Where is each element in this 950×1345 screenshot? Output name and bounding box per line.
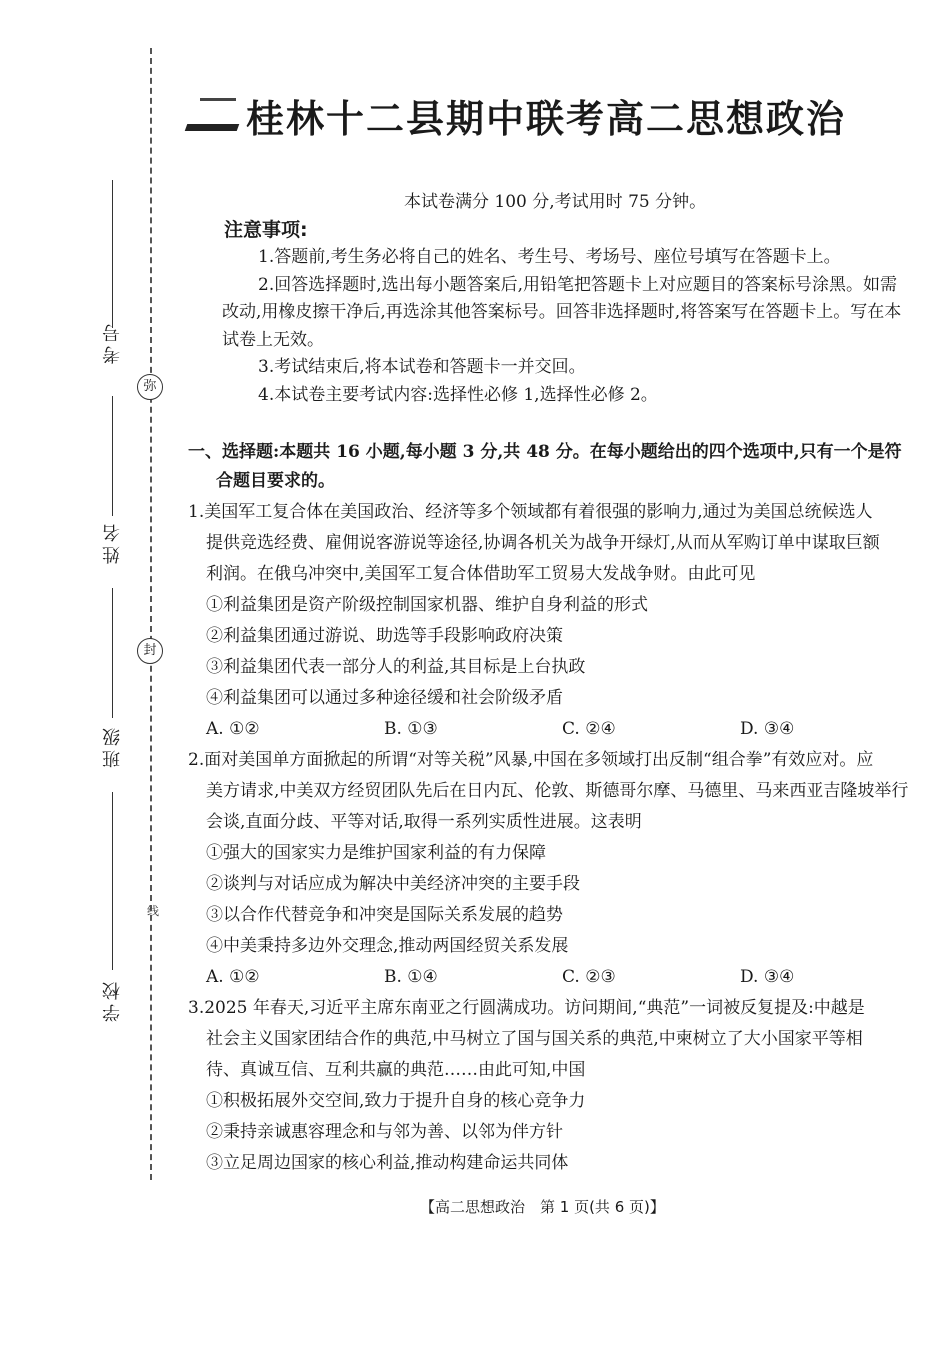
- note-item: 3.考试结束后,将本试卷和答题卡一并交回。: [258, 357, 586, 377]
- choice-a: A. ①②: [206, 967, 260, 987]
- stem-line: 利润。在俄乌冲突中,美国军工复合体借助军工贸易大发战争财。由此可见: [206, 564, 756, 584]
- seal-feng: 封: [137, 638, 163, 664]
- statement-option: ④中美秉持多边外交理念,推动两国经贸关系发展: [206, 936, 569, 956]
- question-2: [188, 745, 923, 993]
- statement-option: ①强大的国家实力是维护国家利益的有力保障: [206, 843, 546, 863]
- choice-a: A. ①②: [206, 719, 260, 739]
- stem-line: 美方请求,中美双方经贸团队先后在日内瓦、伦敦、斯德哥尔摩、马德里、马来西亚吉隆坡举行: [206, 781, 909, 801]
- question-stem: [188, 993, 923, 1086]
- statement-option: ①利益集团是资产阶级控制国家机器、维护自身利益的形式: [206, 595, 648, 615]
- notes-list: [222, 244, 902, 409]
- exam-number-label: 考号: [102, 320, 123, 364]
- note-item: 1.答题前,考生务必将自己的姓名、考生号、考场号、座位号填写在答题卡上。: [258, 247, 841, 267]
- seal-xian: 线: [147, 904, 160, 918]
- stem-line: 提供竞选经费、雇佣说客游说等途径,协调各机关为战争开绿灯,从而从军购订单中谋取巨额: [206, 533, 880, 553]
- note-item: 4.本试卷主要考试内容:选择性必修 1,选择性必修 2。: [258, 384, 658, 405]
- choice-d: D. ③④: [740, 719, 795, 739]
- stem-line: 3.2025 年春天,习近平主席东南亚之行圆满成功。访问期间,“典范”一词被反复提及:中越是: [188, 998, 865, 1018]
- question-list: [188, 497, 923, 1179]
- statement-option: ②谈判与对话应成为解决中美经济冲突的主要手段: [206, 874, 580, 894]
- statement-option: ③利益集团代表一部分人的利益,其目标是上台执政: [206, 657, 586, 677]
- statement-option: ③以合作代替竞争和冲突是国际关系发展的趋势: [206, 905, 563, 925]
- name-label: 姓名: [102, 520, 123, 564]
- stem-line: 待、真诚互信、互利共赢的典范……由此可知,中国: [206, 1060, 586, 1080]
- statement-option: ②秉持亲诚惠容理念和与邻为善、以邻为伴方针: [206, 1122, 563, 1142]
- class-field: [84, 588, 124, 778]
- question-3: [188, 993, 923, 1179]
- title-smudge: [200, 98, 236, 101]
- notes-heading: 注意事项:: [224, 219, 308, 241]
- choice-c: C. ②③: [562, 967, 616, 987]
- page-footer: 【高二思想政治 第 1 页(共 6 页)】: [420, 1198, 665, 1216]
- statement-option: ①积极拓展外交空间,致力于提升自身的核心竞争力: [206, 1091, 586, 1111]
- title-scribble: [185, 124, 240, 131]
- question-1: [188, 497, 923, 745]
- seal-mi: 弥: [137, 374, 163, 400]
- school-label: 学校: [102, 978, 123, 1022]
- question-stem: [188, 745, 923, 838]
- school-field: [84, 792, 124, 1032]
- stem-line: 1.美国军工复合体在美国政治、经济等多个领域都有着很强的影响力,通过为美国总统候选人: [188, 502, 873, 522]
- question-stem: [188, 497, 923, 590]
- section-heading-line: 一、选择题:本题共 16 小题,每小题 3 分,共 48 分。在每小题给出的四个选项中,只有一个是符: [188, 442, 902, 462]
- page-title: 桂林十二县期中联考高二思想政治: [246, 97, 847, 141]
- choice-c: C. ②④: [562, 719, 616, 739]
- binding-dashed-line: [150, 48, 152, 1180]
- class-label: 班级: [102, 724, 123, 768]
- stem-line: 社会主义国家团结合作的典范,中马树立了国与国关系的典范,中柬树立了大小国家平等相: [206, 1029, 863, 1049]
- answer-choices: [188, 714, 923, 745]
- section-heading: [188, 438, 923, 496]
- name-field: [84, 396, 124, 586]
- score-line: 本试卷满分 100 分,考试用时 75 分钟。: [404, 192, 707, 212]
- choice-d: D. ③④: [740, 967, 795, 987]
- stem-line: 会谈,直面分歧、平等对话,取得一系列实质性进展。这表明: [206, 812, 642, 832]
- statement-option: ④利益集团可以通过多种途径缓和社会阶级矛盾: [206, 688, 563, 708]
- note-item: 2.回答选择题时,选出每小题答案后,用铅笔把答题卡上对应题目的答案标号涂黑。如需改动,用橡皮擦干净后,再选涂其他答案标号。回答非选择题时,将答案写在答题卡上。写在本试卷上无效。: [222, 274, 902, 350]
- choice-b: B. ①④: [384, 967, 438, 987]
- section-heading-line: 合题目要求的。: [216, 471, 335, 491]
- stem-line: 2.面对美国单方面掀起的所谓“对等关税”风暴,中国在多领域打出反制“组合拳”有效应对。应: [188, 750, 874, 770]
- answer-choices: [188, 962, 923, 993]
- choice-b: B. ①③: [384, 719, 438, 739]
- statement-option: ②利益集团通过游说、助选等手段影响政府决策: [206, 626, 563, 646]
- statement-option: ③立足周边国家的核心利益,推动构建命运共同体: [206, 1153, 569, 1173]
- exam-number-field: [84, 180, 124, 370]
